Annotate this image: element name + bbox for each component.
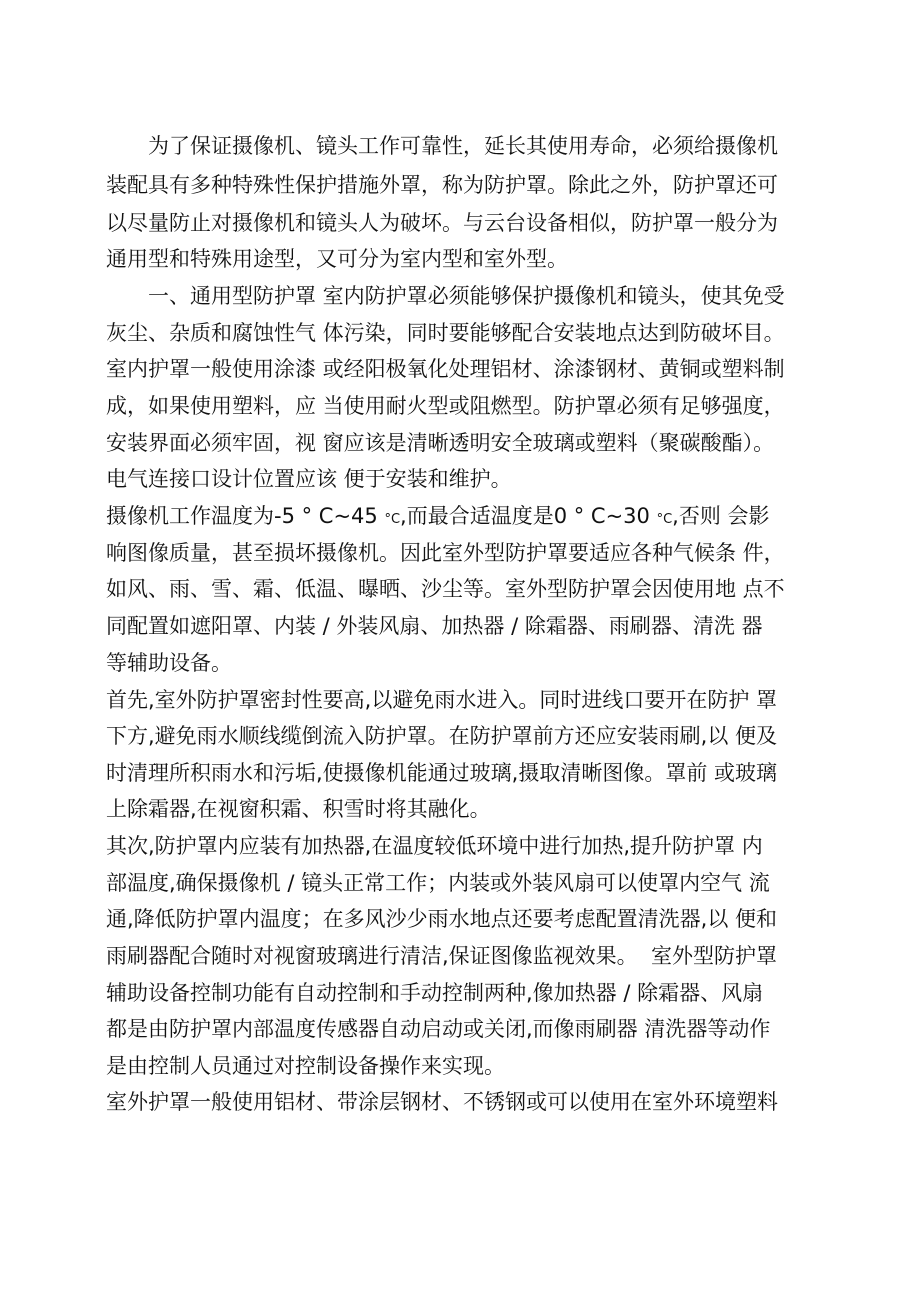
paragraph-1-line-2: 装配具有多种特殊性保护措施外罩，称为防护罩。除此之外，防护罩还可 <box>106 173 778 197</box>
paragraph-4-line-4: 上除霜器,在视窗积霜、积雪时将其融化。 <box>106 797 491 821</box>
paragraph-3-line-5: 等辅助设备。 <box>106 651 232 675</box>
paragraph-5-line-3: 通,降低防护罩内温度；在多风沙少雨水地点还要考虑配置清洗器,以 便和 <box>106 907 778 931</box>
paragraph-1-line-1: 为了保证摄像机、镜头工作可靠性，延长其使用寿命，必须给摄像机 <box>106 134 778 158</box>
paragraph-5-line-7: 是由控制人员通过对控制设备操作来实现。 <box>106 1054 505 1078</box>
paragraph-3-line-3: 如风、雨、雪、霜、低温、曝晒、沙尘等。室外型防护罩会因使用地 点不 <box>106 577 785 601</box>
paragraph-1-line-4: 通用型和特殊用途型，又可分为室内型和室外型。 <box>106 247 568 271</box>
temperature-text-1: 摄像机工作温度为-5 ° C~45 <box>106 504 385 528</box>
paragraph-5-line-2: 部温度,确保摄像机 / 镜头正常工作；内装或外装风扇可以使罩内空气 流 <box>106 871 770 895</box>
paragraph-6-line-1: 室外护罩一般使用铝材、带涂层钢材、不锈钢或可以使用在室外环境塑料 <box>106 1090 778 1114</box>
paragraph-3-line-4: 同配置如遮阳罩、内装 / 外装风扇、加热器 / 除霜器、雨刷器、清洗 器 <box>106 614 763 638</box>
paragraph-4-line-2: 下方,避免雨水顺线缆倒流入防护罩。在防护罩前方还应安装雨刷,以 便及 <box>106 724 778 748</box>
paragraph-5-line-1: 其次,防护罩内应装有加热器,在温度较低环境中进行加热,提升防护罩 内 <box>106 834 763 858</box>
paragraph-5-line-5: 辅助设备控制功能有自动控制和手动控制两种,像加热器 / 除霜器、风扇 <box>106 981 764 1005</box>
paragraph-2-line-2: 灰尘、杂质和腐蚀性气 体污染，同时要能够配合安装地点达到防破坏目。 <box>106 321 785 345</box>
paragraph-4-line-1: 首先,室外防护罩密封性要高,以避免雨水进入。同时进线口要开在防护 罩 <box>106 688 778 712</box>
celsius-unit-1: °C <box>384 512 401 527</box>
temperature-text-2: ,而最合适温度是0 ° C~30 <box>400 504 657 528</box>
paragraph-2-line-5: 安装界面必须牢固，视 窗应该是清晰透明安全玻璃或塑料（聚碳酸酯）。 <box>106 431 775 455</box>
paragraph-5-line-4: 雨刷器配合随时对视窗玻璃进行清洁,保证图像监视效果。 室外型防护罩 <box>106 944 778 968</box>
paragraph-5-line-6: 都是由防护罩内部温度传感器自动启动或关闭,而像雨刷器 清洗器等动作 <box>106 1017 771 1041</box>
paragraph-2-line-3: 室内护罩一般使用涂漆 或经阳极氧化处理铝材、涂漆钢材、黄铜或塑料制 <box>106 357 785 381</box>
paragraph-1-line-3: 以尽量防止对摄像机和镜头人为破坏。与云台设备相似，防护罩一般分为 <box>106 211 778 235</box>
paragraph-2-line-6: 电气连接口设计位置应该 便于安装和维护。 <box>106 467 512 491</box>
paragraph-2-line-4: 成，如果使用塑料，应 当使用耐火型或阻燃型。防护罩必须有足够强度， <box>106 394 785 418</box>
temperature-text-3: ,否则 会影 <box>672 504 770 528</box>
paragraph-2-line-1: 一、通用型防护罩 室内防护罩必须能够保护摄像机和镜头，使其免受 <box>106 284 785 308</box>
paragraph-4-line-3: 时清理所积雨水和污垢,使摄像机能通过玻璃,摄取清晰图像。罩前 或玻璃 <box>106 761 778 785</box>
paragraph-3-line-1 <box>106 500 770 536</box>
celsius-unit-2: °C <box>656 512 673 527</box>
paragraph-3-line-2: 响图像质量，甚至损坏摄像机。因此室外型防护罩要适应各种气候条 件， <box>106 541 785 565</box>
